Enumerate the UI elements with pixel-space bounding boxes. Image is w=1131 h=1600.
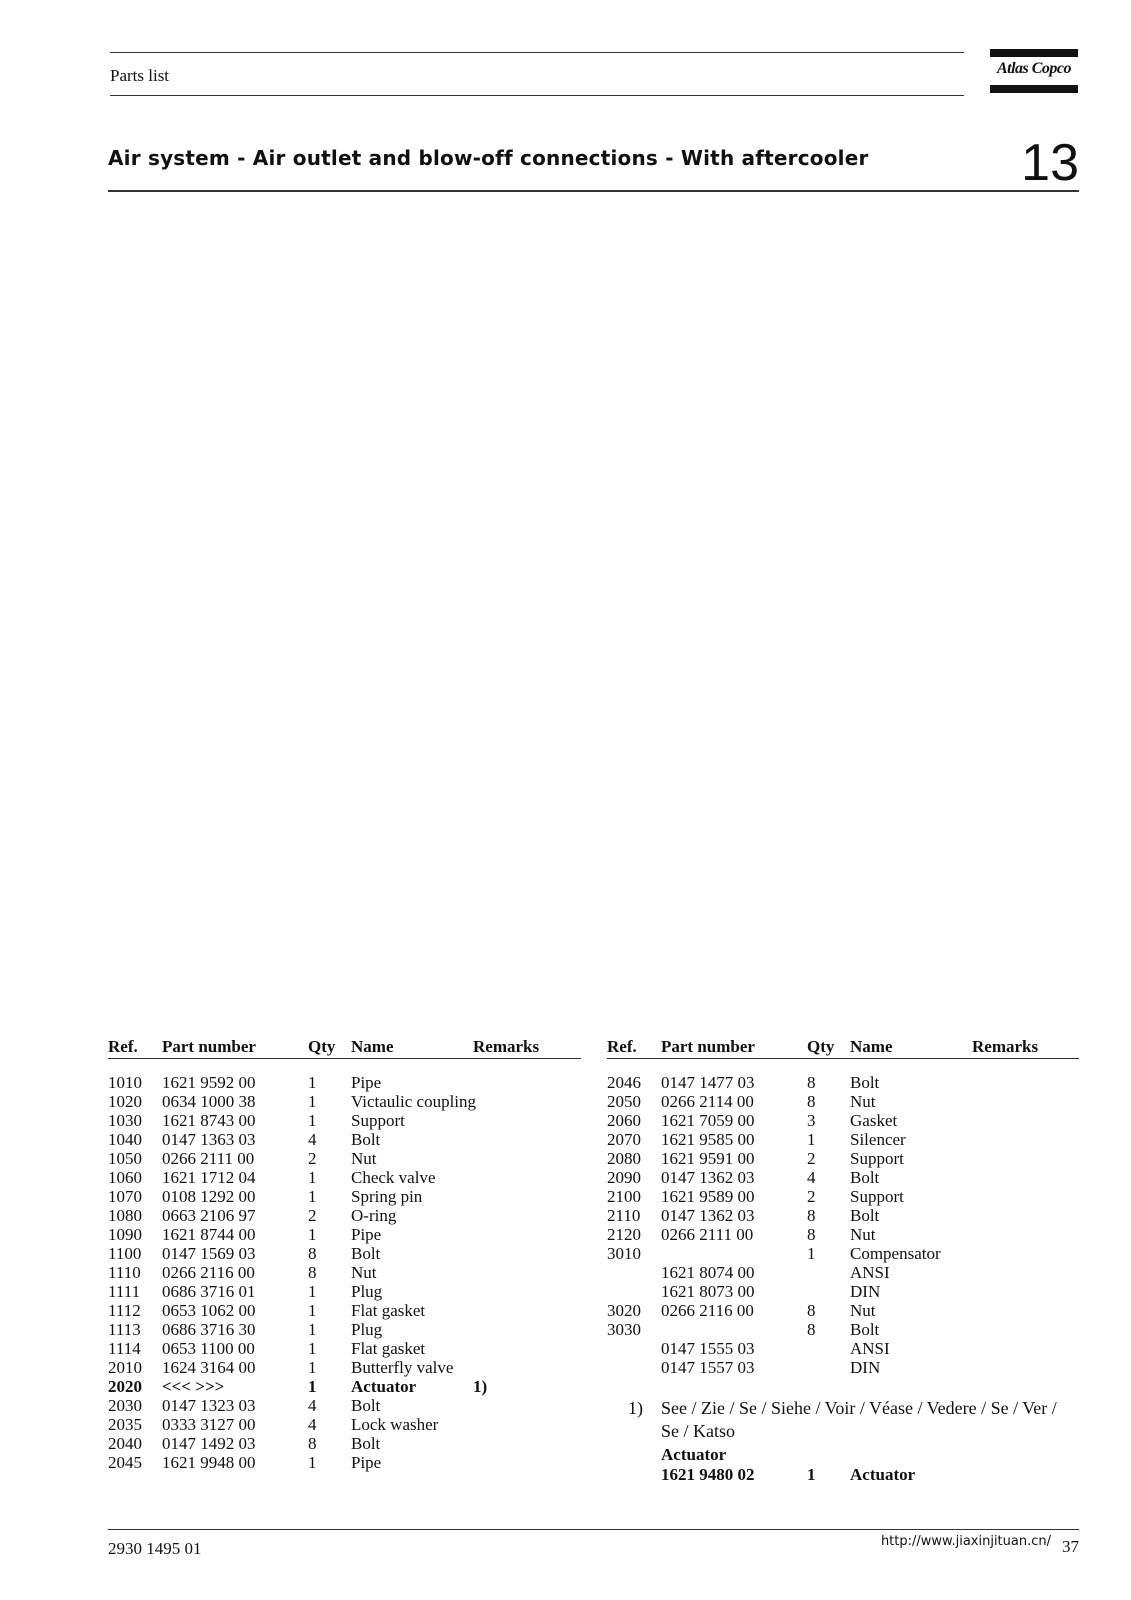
cell-qty: 8	[807, 1301, 816, 1320]
cell-name: Support	[351, 1111, 405, 1130]
table-row	[108, 1263, 581, 1282]
cell-name: Bolt	[850, 1168, 880, 1187]
cell-qty: 1	[308, 1358, 317, 1377]
cell-name: ANSI	[850, 1339, 890, 1358]
document-number: 2930 1495 01	[108, 1539, 202, 1558]
cell-part-number: 0266 2116 00	[661, 1301, 754, 1320]
cell-part-number: 1621 9585 00	[661, 1130, 755, 1149]
table-row	[108, 1415, 581, 1434]
cell-part-number: 0266 2111 00	[661, 1225, 754, 1244]
header-ref: Ref.	[108, 1037, 138, 1056]
cell-ref: 1112	[108, 1301, 141, 1320]
footnote-heading: Actuator	[661, 1445, 727, 1464]
cell-ref: 1090	[108, 1225, 142, 1244]
cell-qty: 1	[308, 1092, 317, 1111]
cell-qty: 8	[807, 1320, 816, 1339]
cell-qty: 2	[807, 1187, 816, 1206]
cell-part-number: 0266 2114 00	[661, 1092, 754, 1111]
cell-ref: 1100	[108, 1244, 142, 1263]
cell-name: Nut	[351, 1263, 377, 1282]
cell-qty: 1	[308, 1187, 317, 1206]
cell-qty: 1	[308, 1168, 317, 1187]
table-row	[607, 1073, 1079, 1092]
cell-ref: 3030	[607, 1320, 641, 1339]
cell-ref: 2110	[607, 1206, 641, 1225]
title-rule	[108, 190, 1079, 192]
table-row	[607, 1206, 1079, 1225]
footnote-qty: 1	[807, 1465, 816, 1484]
cell-qty: 8	[807, 1073, 816, 1092]
cell-part-number: 0147 1477 03	[661, 1073, 755, 1092]
logo-bar-bottom	[990, 85, 1078, 93]
cell-qty: 1	[308, 1377, 317, 1396]
table-row	[108, 1282, 581, 1301]
table-row	[108, 1187, 581, 1206]
footer-rule	[108, 1529, 1079, 1530]
cell-part-number: 0333 3127 00	[162, 1415, 256, 1434]
cell-ref: 1070	[108, 1187, 142, 1206]
cell-name: Gasket	[850, 1111, 898, 1130]
table-row	[108, 1358, 581, 1377]
footnote-line-1: See / Zie / Se / Siehe / Voir / Véase / Vedere / Se / Ver /	[661, 1398, 1057, 1418]
table-header-rule	[108, 1058, 581, 1059]
table-row	[607, 1282, 1079, 1301]
cell-name: Butterfly valve	[351, 1358, 454, 1377]
cell-ref: 1111	[108, 1282, 141, 1301]
cell-qty: 8	[308, 1434, 317, 1453]
cell-name: Bolt	[850, 1320, 880, 1339]
table-row	[607, 1225, 1079, 1244]
cell-name: Victaulic coupling	[351, 1092, 477, 1111]
cell-part-number: 0147 1557 03	[661, 1358, 755, 1377]
cell-ref: 3010	[607, 1244, 641, 1263]
cell-qty: 1	[308, 1111, 317, 1130]
cell-qty: 1	[308, 1453, 317, 1472]
cell-qty: 1	[807, 1244, 816, 1263]
cell-name: Support	[850, 1187, 904, 1206]
cell-name: Flat gasket	[351, 1301, 426, 1320]
table-row	[108, 1149, 581, 1168]
table-row	[108, 1377, 581, 1396]
cell-part-number: 1621 8744 00	[162, 1225, 256, 1244]
cell-qty: 8	[807, 1206, 816, 1225]
cell-name: Actuator	[351, 1377, 417, 1396]
cell-ref: 2040	[108, 1434, 142, 1453]
footnote-part-number: 1621 9480 02	[661, 1465, 755, 1484]
cell-part-number: 0147 1363 03	[162, 1130, 256, 1149]
header-qty: Qty	[308, 1037, 336, 1056]
page-title: Air system - Air outlet and blow-off connections - With aftercooler	[108, 146, 869, 170]
cell-name: Pipe	[351, 1225, 382, 1244]
section-number: 13	[1021, 134, 1079, 192]
cell-qty: 1	[308, 1225, 317, 1244]
logo-bar-top	[990, 49, 1078, 57]
cell-ref: 1113	[108, 1320, 141, 1339]
cell-name: Silencer	[850, 1130, 906, 1149]
cell-ref: 2060	[607, 1111, 641, 1130]
cell-ref: 2120	[607, 1225, 641, 1244]
cell-part-number: 0653 1062 00	[162, 1301, 256, 1320]
cell-name: Nut	[850, 1225, 876, 1244]
table-row	[607, 1168, 1079, 1187]
cell-name: DIN	[850, 1282, 881, 1301]
table-header	[607, 1037, 1079, 1057]
cell-name: Spring pin	[351, 1187, 423, 1206]
table-row	[607, 1092, 1079, 1111]
table-row	[108, 1453, 581, 1472]
cell-qty: 3	[807, 1111, 816, 1130]
cell-part-number: 1621 8073 00	[661, 1282, 755, 1301]
table-row	[607, 1320, 1079, 1339]
cell-part-number: 1621 8743 00	[162, 1111, 256, 1130]
cell-part-number: 1621 8074 00	[661, 1263, 755, 1282]
parts-table-right	[607, 1037, 1079, 1377]
cell-qty: 8	[807, 1092, 816, 1111]
cell-qty: 4	[807, 1168, 816, 1187]
footnote-name: Actuator	[850, 1465, 916, 1484]
cell-name: Bolt	[351, 1434, 381, 1453]
cell-part-number: 1621 9948 00	[162, 1453, 256, 1472]
cell-ref: 2090	[607, 1168, 641, 1187]
cell-ref: 1110	[108, 1263, 141, 1282]
cell-name: ANSI	[850, 1263, 890, 1282]
cell-part-number: <<< >>>	[162, 1377, 225, 1396]
table-row	[607, 1339, 1079, 1358]
table-header-rule	[607, 1058, 1079, 1059]
table-row	[607, 1187, 1079, 1206]
cell-qty: 1	[308, 1320, 317, 1339]
table-row	[108, 1320, 581, 1339]
table-row	[108, 1301, 581, 1320]
cell-name: Plug	[351, 1320, 383, 1339]
header-remarks: Remarks	[473, 1037, 540, 1056]
table-header	[108, 1037, 581, 1057]
cell-name: Bolt	[351, 1130, 381, 1149]
cell-name: Bolt	[850, 1206, 880, 1225]
table-row	[607, 1111, 1079, 1130]
table-row	[607, 1301, 1079, 1320]
cell-ref: 1060	[108, 1168, 142, 1187]
header-part-number: Part number	[661, 1037, 755, 1056]
table-row	[108, 1073, 581, 1092]
table-row	[108, 1434, 581, 1453]
table-row	[108, 1092, 581, 1111]
header-ref: Ref.	[607, 1037, 637, 1056]
table-body	[607, 1073, 1079, 1377]
cell-part-number: 0108 1292 00	[162, 1187, 256, 1206]
cell-ref: 1010	[108, 1073, 142, 1092]
cell-name: Bolt	[351, 1396, 381, 1415]
cell-name: Bolt	[351, 1244, 381, 1263]
table-row	[108, 1396, 581, 1415]
cell-qty: 8	[308, 1263, 317, 1282]
cell-part-number: 0686 3716 30	[162, 1320, 256, 1339]
cell-name: Bolt	[850, 1073, 880, 1092]
footer-url[interactable]: http://www.jiaxinjituan.cn/	[880, 1534, 1051, 1549]
header-name: Name	[351, 1037, 394, 1056]
cell-ref: 2070	[607, 1130, 641, 1149]
cell-name: Plug	[351, 1282, 383, 1301]
logo-text: Atlas Copco	[996, 60, 1072, 77]
cell-name: Compensator	[850, 1244, 941, 1263]
cell-qty: 2	[807, 1149, 816, 1168]
cell-ref: 1080	[108, 1206, 142, 1225]
table-row	[108, 1206, 581, 1225]
cell-remarks: 1)	[473, 1377, 488, 1396]
table-row	[108, 1168, 581, 1187]
cell-ref: 3020	[607, 1301, 641, 1320]
table-row	[607, 1263, 1079, 1282]
cell-name: Nut	[850, 1301, 876, 1320]
cell-part-number: 0653 1100 00	[162, 1339, 255, 1358]
cell-name: Pipe	[351, 1073, 382, 1092]
table-row	[607, 1130, 1079, 1149]
cell-ref: 2010	[108, 1358, 142, 1377]
cell-ref: 1040	[108, 1130, 142, 1149]
cell-ref: 2100	[607, 1187, 641, 1206]
cell-qty: 1	[308, 1282, 317, 1301]
cell-name: Check valve	[351, 1168, 436, 1187]
table-row	[108, 1244, 581, 1263]
cell-part-number: 0147 1362 03	[661, 1168, 755, 1187]
cell-name: Lock washer	[351, 1415, 439, 1434]
header-name: Name	[850, 1037, 893, 1056]
page-number: 37	[1062, 1537, 1079, 1556]
atlas-copco-logo	[990, 49, 1078, 93]
cell-part-number: 0147 1323 03	[162, 1396, 256, 1415]
cell-name: Flat gasket	[351, 1339, 426, 1358]
cell-qty: 4	[308, 1130, 317, 1149]
footnote-marker: 1)	[628, 1398, 643, 1418]
cell-ref: 1030	[108, 1111, 142, 1130]
header-label: Parts list	[110, 66, 170, 85]
cell-ref: 2080	[607, 1149, 641, 1168]
cell-part-number: 0663 2106 97	[162, 1206, 256, 1225]
cell-name: Nut	[850, 1092, 876, 1111]
cell-qty: 1	[308, 1301, 317, 1320]
table-row	[607, 1244, 1079, 1263]
cell-name: O-ring	[351, 1206, 397, 1225]
cell-part-number: 0147 1362 03	[661, 1206, 755, 1225]
cell-part-number: 0266 2116 00	[162, 1263, 255, 1282]
cell-name: Support	[850, 1149, 904, 1168]
cell-qty: 1	[807, 1130, 816, 1149]
cell-qty: 2	[308, 1206, 317, 1225]
header-part-number: Part number	[162, 1037, 256, 1056]
cell-qty: 2	[308, 1149, 317, 1168]
header-qty: Qty	[807, 1037, 835, 1056]
table-row	[108, 1130, 581, 1149]
cell-qty: 1	[308, 1339, 317, 1358]
cell-ref: 1020	[108, 1092, 142, 1111]
cell-part-number: 0147 1555 03	[661, 1339, 755, 1358]
cell-part-number: 0147 1492 03	[162, 1434, 256, 1453]
cell-ref: 1114	[108, 1339, 141, 1358]
cell-qty: 4	[308, 1415, 317, 1434]
header-bottom-rule	[110, 95, 964, 96]
cell-qty: 4	[308, 1396, 317, 1415]
table-row	[607, 1149, 1079, 1168]
table-row	[108, 1225, 581, 1244]
cell-ref: 2046	[607, 1073, 641, 1092]
cell-ref: 1050	[108, 1149, 142, 1168]
cell-part-number: 1621 9592 00	[162, 1073, 256, 1092]
cell-name: Pipe	[351, 1453, 382, 1472]
cell-part-number: 0266 2111 00	[162, 1149, 255, 1168]
cell-qty: 1	[308, 1073, 317, 1092]
cell-ref: 2035	[108, 1415, 142, 1434]
cell-name: Nut	[351, 1149, 377, 1168]
table-body	[108, 1073, 581, 1472]
cell-part-number: 0686 3716 01	[162, 1282, 256, 1301]
cell-qty: 8	[308, 1244, 317, 1263]
cell-part-number: 1621 7059 00	[661, 1111, 755, 1130]
table-row	[108, 1339, 581, 1358]
parts-table-left	[108, 1037, 581, 1472]
cell-ref: 2050	[607, 1092, 641, 1111]
cell-ref: 2045	[108, 1453, 142, 1472]
cell-part-number: 1624 3164 00	[162, 1358, 256, 1377]
table-row	[607, 1358, 1079, 1377]
cell-part-number: 1621 9589 00	[661, 1187, 755, 1206]
cell-name: DIN	[850, 1358, 881, 1377]
cell-part-number: 1621 9591 00	[661, 1149, 755, 1168]
header-remarks: Remarks	[972, 1037, 1039, 1056]
cell-part-number: 0147 1569 03	[162, 1244, 256, 1263]
cell-qty: 8	[807, 1225, 816, 1244]
cell-ref: 2030	[108, 1396, 142, 1415]
cell-part-number: 0634 1000 38	[162, 1092, 256, 1111]
footnote-line-2: Se / Katso	[661, 1421, 735, 1441]
cell-ref: 2020	[108, 1377, 142, 1396]
cell-part-number: 1621 1712 04	[162, 1168, 256, 1187]
header-top-rule	[110, 52, 964, 53]
table-row	[108, 1111, 581, 1130]
